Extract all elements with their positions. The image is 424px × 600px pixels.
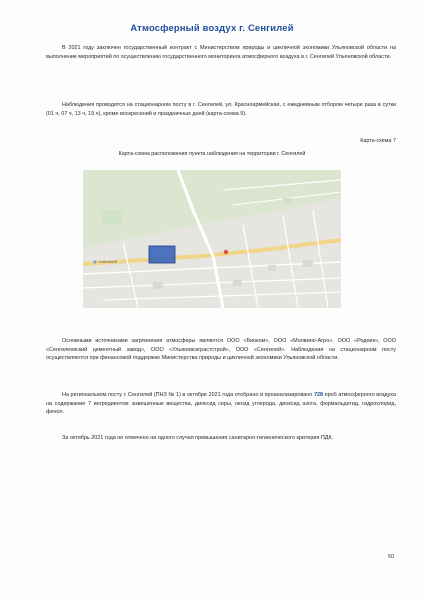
map-caption: Карта-схема расположения пункта наблюдения на территории г. Сенгилей [118, 151, 306, 157]
map-label: Карта-схема 7 [360, 138, 396, 144]
results-text-before: На региональном посту г. Сенгилей (ПНЗ № 1) в октябре 2021 года отобрано и проанализировано [62, 392, 314, 398]
results-paragraph-1 [46, 391, 396, 417]
map-park [101, 210, 123, 224]
map-pin-icon [224, 250, 228, 254]
sources-paragraph: Основными источниками загрязнения атмосферы являются ООО «Биоком», ООО «Молвино-Агро», ООО «Родник», ООО «Сенгилеевский цементный завод», ООО «Ульяновскграстстрой», ООО «Сенгилей». Наблюдения на стационарном посту осуществляются при финансовой поддержке Министерства природы и цикличной экономики Ульяновской области. [46, 338, 396, 362]
intro-paragraph-1: В 2021 году заключен государственный контракт с Министерством природы и цикличной экономики Ульяновской области на выполнение мероприятий по осуществлению государственного мониторинга атмосферного воздуха в г. Сенгилей Ульяновской области. [46, 45, 396, 60]
results-paragraph-2: За октябрь 2021 года не отмечено ни одного случая превышения санитарно-гигиенического критерия ПДК. [62, 435, 334, 441]
location-map [83, 170, 341, 308]
map-place-icon [93, 260, 96, 263]
map-place-label: Сенгилей [99, 259, 117, 264]
page-number: 50 [388, 554, 394, 560]
page-title: Атмосферный воздух г. Сенгилей [130, 22, 294, 33]
sample-count: 728 [313, 392, 324, 398]
monitoring-post-area [149, 246, 175, 263]
results-text-after: проб атмосферного воздуха на содержание 7 ингредиентов: взвешенные вещества, диоксид серы, оксид углерода, диоксид азота, формальдегид, гидрохлорид, фенол. [46, 392, 396, 416]
intro-paragraph-2: Наблюдения проводятся на стационарном посту в г. Сенгилей, ул. Красноармейская, с ежедневным отбором четыре раза в сутки (01 ч, 07 ч, 13 ч, 19 ч), кроме воскресений и праздничных дней (карта-схема 9). [46, 102, 396, 117]
